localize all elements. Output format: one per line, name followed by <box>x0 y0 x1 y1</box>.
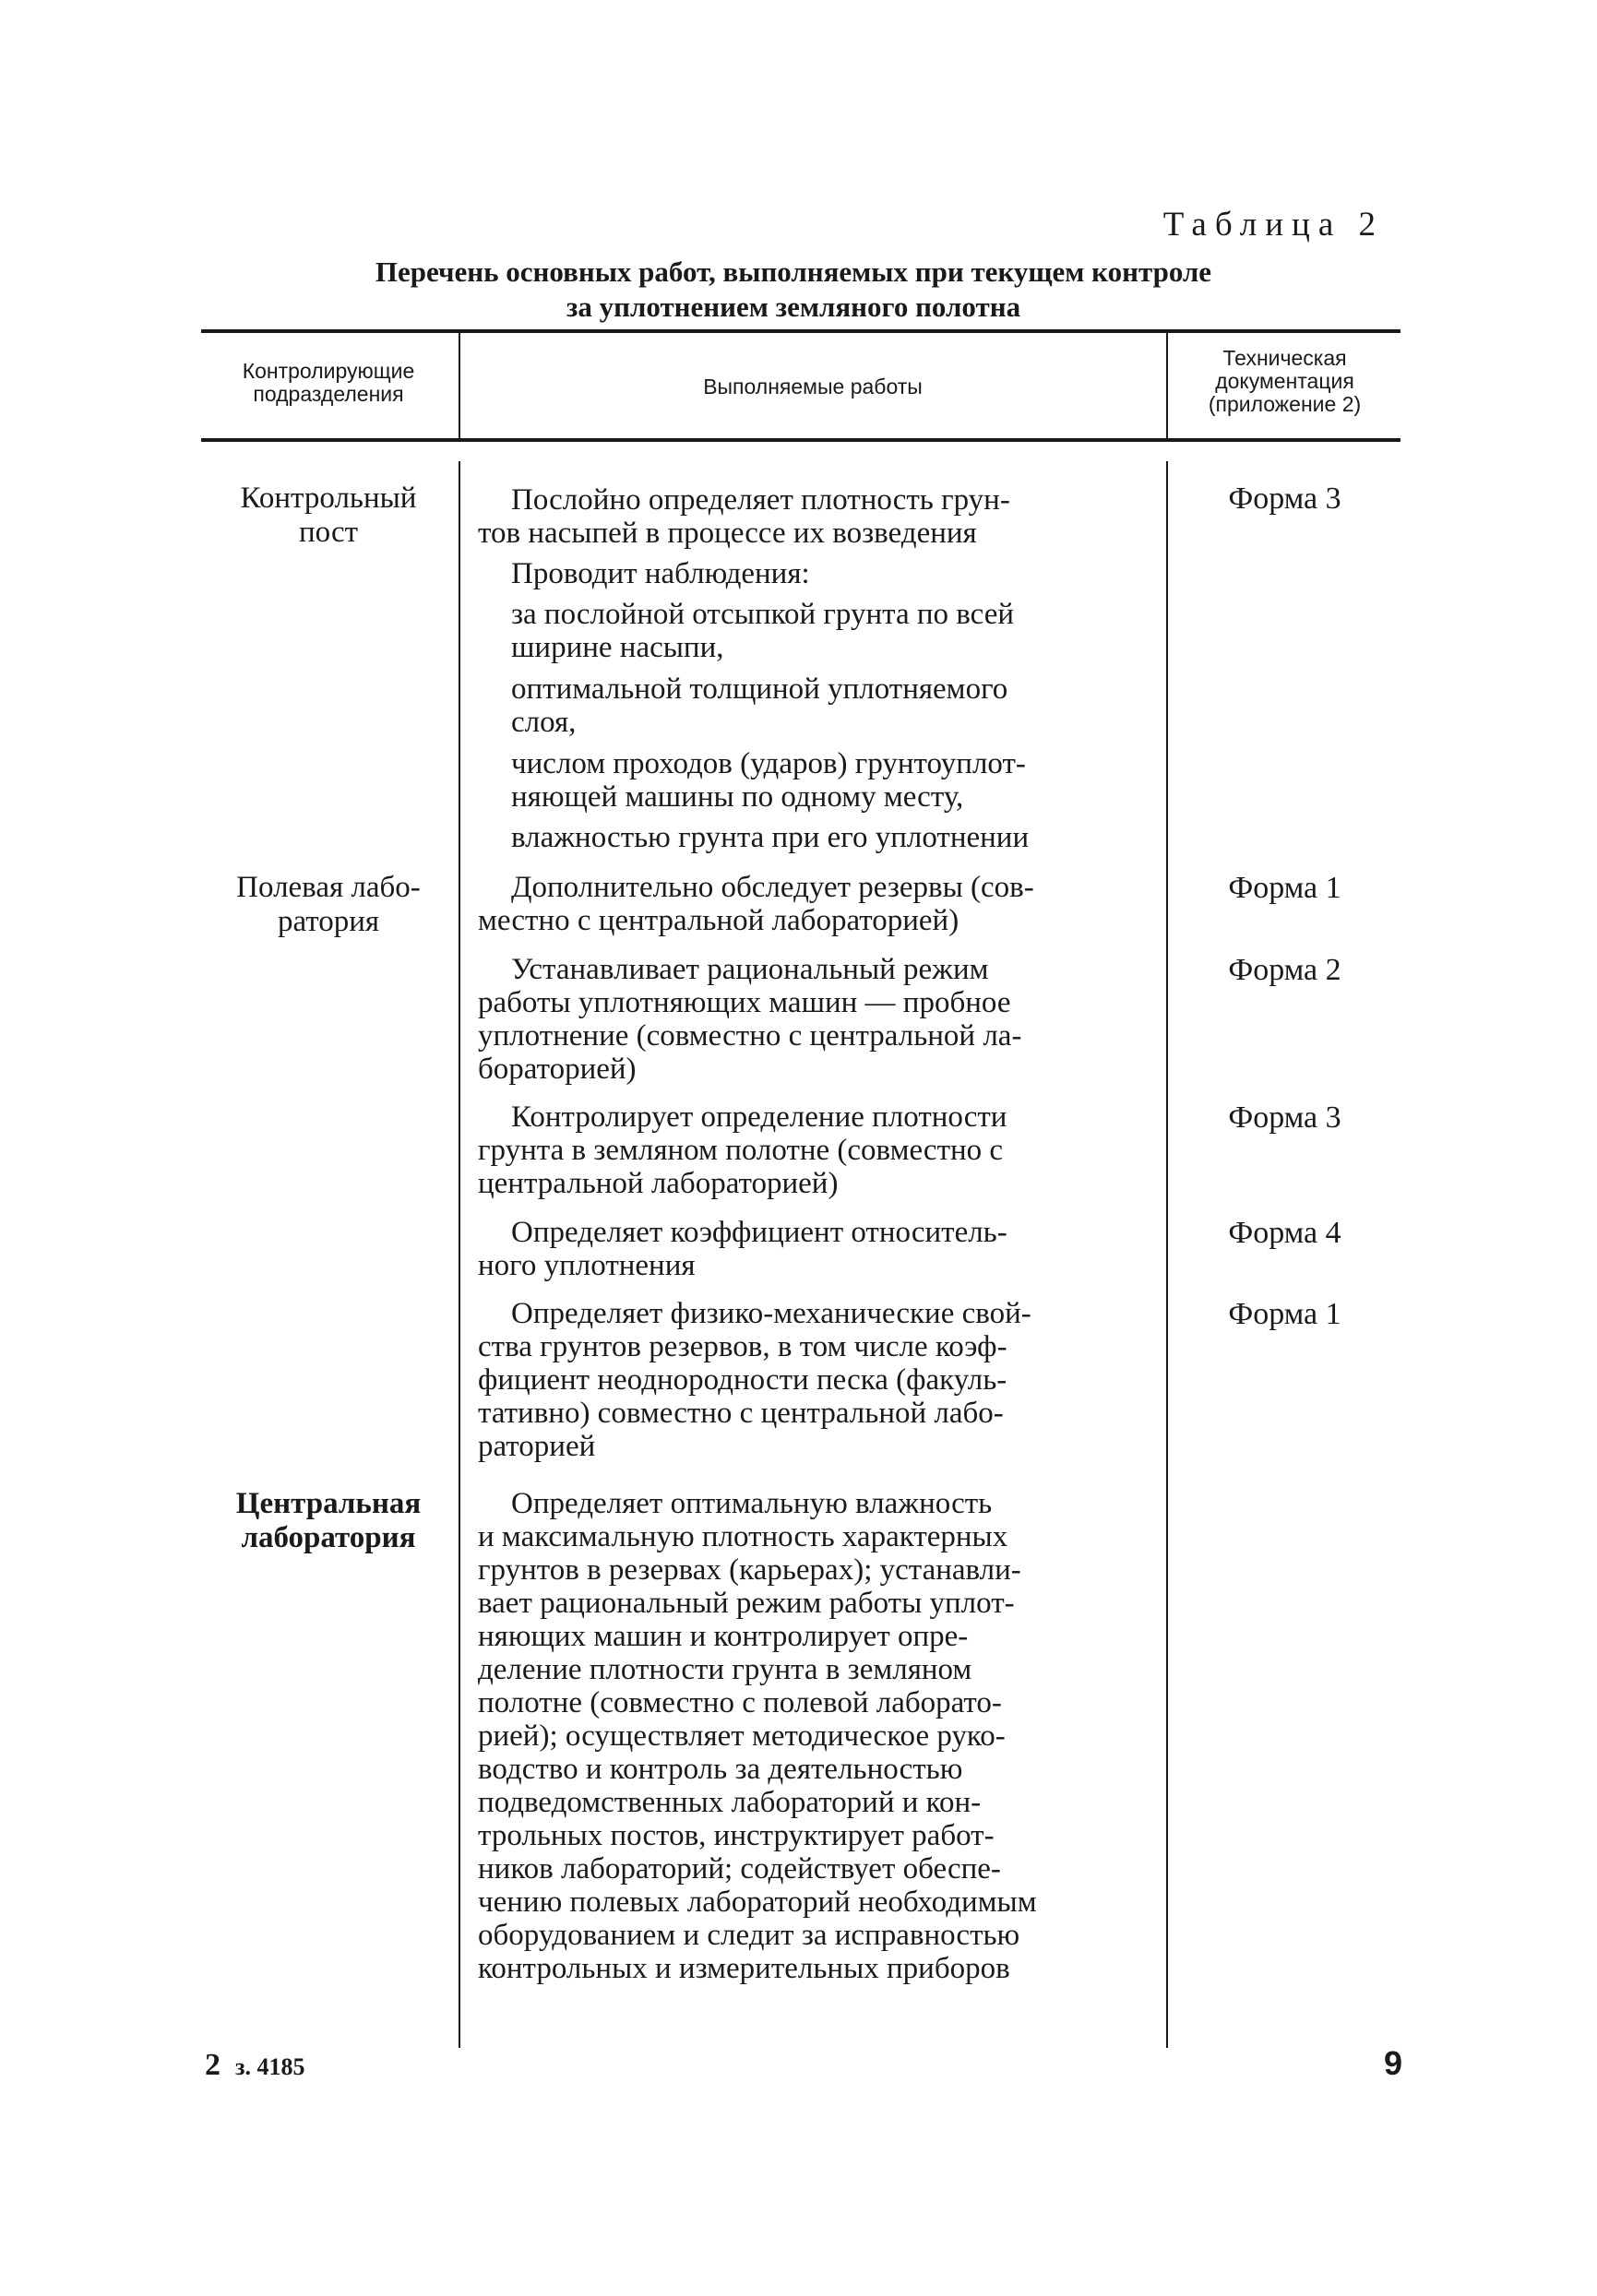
work-line: вает рациональный режим работы уплот- <box>478 1587 1015 1620</box>
work-line: трольных постов, инструктирует работ- <box>478 1819 995 1852</box>
work-line: числом проходов (ударов) грунтоуплот- <box>511 747 1026 780</box>
work-line: местно с центральной лабораторией) <box>478 904 959 937</box>
header-text: документация <box>1215 369 1354 393</box>
work-line: грунта в земляном полотне (совместно с <box>478 1134 1004 1167</box>
page-number: 9 <box>1384 2044 1403 2082</box>
unit-text: ратория <box>277 905 380 938</box>
table-top-rule <box>201 329 1400 333</box>
form-reference: Форма 4 <box>1228 1216 1341 1250</box>
work-item <box>478 953 1150 1086</box>
work-line: Дополнительно обследует резервы (сов- <box>511 871 1034 904</box>
form-reference: Форма 1 <box>1228 1297 1341 1331</box>
table-label: Таблица 2 <box>1162 206 1384 244</box>
work-line: деление плотности грунта в земляном <box>478 1653 972 1686</box>
work-line: раторией <box>478 1430 596 1463</box>
work-line: ного уплотнения <box>478 1249 696 1282</box>
work-line: грунтов в резервах (карьерах); устанавли- <box>478 1553 1021 1587</box>
work-line: водство и контроль за деятельностью <box>478 1753 963 1786</box>
column-divider <box>459 333 460 438</box>
form-reference: Форма 2 <box>1228 953 1341 987</box>
print-signature <box>205 2048 304 2083</box>
column-divider <box>459 461 460 2048</box>
header-documentation <box>1169 347 1400 416</box>
work-item <box>478 1487 1150 1985</box>
column-divider <box>1166 333 1168 438</box>
unit-field-lab <box>201 871 456 939</box>
work-item <box>478 557 1150 590</box>
work-item <box>478 672 1150 739</box>
work-line: уплотнение (совместно с центральной ла- <box>478 1019 1022 1053</box>
table-title-line1: Перечень основных работ, выполняемых при текущем контроле <box>375 256 1212 288</box>
work-line: ства грунтов резервов, в том числе коэф- <box>478 1330 1007 1363</box>
header-text: Техническая <box>1222 346 1347 370</box>
work-item <box>478 598 1150 664</box>
work-line: оптимальной толщиной уплотняемого <box>511 672 1008 706</box>
header-controlling-units <box>201 360 456 406</box>
header-text: подразделения <box>253 382 404 406</box>
work-line: тативно) совместно с центральной лабо- <box>478 1397 1004 1430</box>
work-line: няющей машины по одному месту, <box>511 780 964 814</box>
work-line: Определяет физико-механические свой- <box>511 1297 1031 1330</box>
work-line: контрольных и измерительных приборов <box>478 1952 1010 1985</box>
work-line: тов насыпей в процессе их возведения <box>478 517 977 550</box>
work-line: Определяет коэффициент относитель- <box>511 1216 1007 1249</box>
unit-central-lab <box>201 1487 456 1555</box>
work-line: ширине насыпи, <box>511 631 724 664</box>
unit-text: Контрольный <box>240 482 417 515</box>
work-line: влажностью грунта при его уплотнении <box>511 821 1030 854</box>
work-line: Проводит наблюдения: <box>511 557 810 590</box>
table-header-rule <box>201 438 1400 442</box>
unit-control-post <box>201 482 456 550</box>
work-line: Контролирует определение плотности <box>511 1100 1007 1134</box>
form-reference: Форма 1 <box>1228 871 1341 905</box>
sheet-number: 2 <box>205 2048 220 2082</box>
work-line: слоя, <box>511 706 577 739</box>
work-line: центральной лабораторией) <box>478 1167 839 1200</box>
work-line: няющих машин и контролирует опре- <box>478 1620 969 1653</box>
header-text: (приложение 2) <box>1208 392 1362 416</box>
work-item <box>478 1216 1150 1282</box>
unit-text: Центральная <box>235 1487 422 1520</box>
work-line: и максимальную плотность характерных <box>478 1520 1008 1553</box>
work-item <box>478 821 1150 854</box>
form-reference: Форма 3 <box>1228 1100 1341 1135</box>
work-line: ников лабораторий; содействует обеспе- <box>478 1852 1001 1886</box>
work-line: Устанавливает рациональный режим <box>511 953 989 986</box>
work-line: фициент неоднородности песка (факуль- <box>478 1363 1007 1397</box>
work-item <box>478 747 1150 814</box>
unit-text: пост <box>298 516 359 549</box>
form-reference: Форма 3 <box>1228 482 1341 516</box>
work-item <box>478 1297 1150 1463</box>
unit-text: лаборатория <box>241 1521 416 1554</box>
table-title-line2: за уплотнением земляного полотна <box>566 291 1021 323</box>
work-line: оборудованием и следит за исправностью <box>478 1919 1020 1952</box>
work-item <box>478 1100 1150 1200</box>
work-line: рией); осуществляет методическое руко- <box>478 1719 1006 1753</box>
work-line: Послойно определяет плотность грун- <box>511 483 1010 517</box>
work-line: полотне (совместно с полевой лаборато- <box>478 1686 1002 1719</box>
table-title <box>258 255 1329 325</box>
work-line: подведомственных лабораторий и кон- <box>478 1786 982 1819</box>
work-line: за послойной отсыпкой грунта по всей <box>511 598 1015 631</box>
work-line: бораторией) <box>478 1053 637 1086</box>
unit-text: Полевая лабо- <box>236 871 421 904</box>
work-line: работы уплотняющих машин — пробное <box>478 986 1011 1019</box>
header-text: Контролирующие <box>242 359 415 383</box>
header-works: Выполняемые работы <box>703 375 923 399</box>
order-number: з. 4185 <box>235 2053 305 2080</box>
column-divider <box>1166 461 1168 2048</box>
work-line: Определяет оптимальную влажность <box>511 1487 993 1520</box>
work-item <box>478 871 1150 937</box>
work-item <box>478 483 1150 550</box>
work-line: чению полевых лабораторий необходимым <box>478 1886 1037 1919</box>
